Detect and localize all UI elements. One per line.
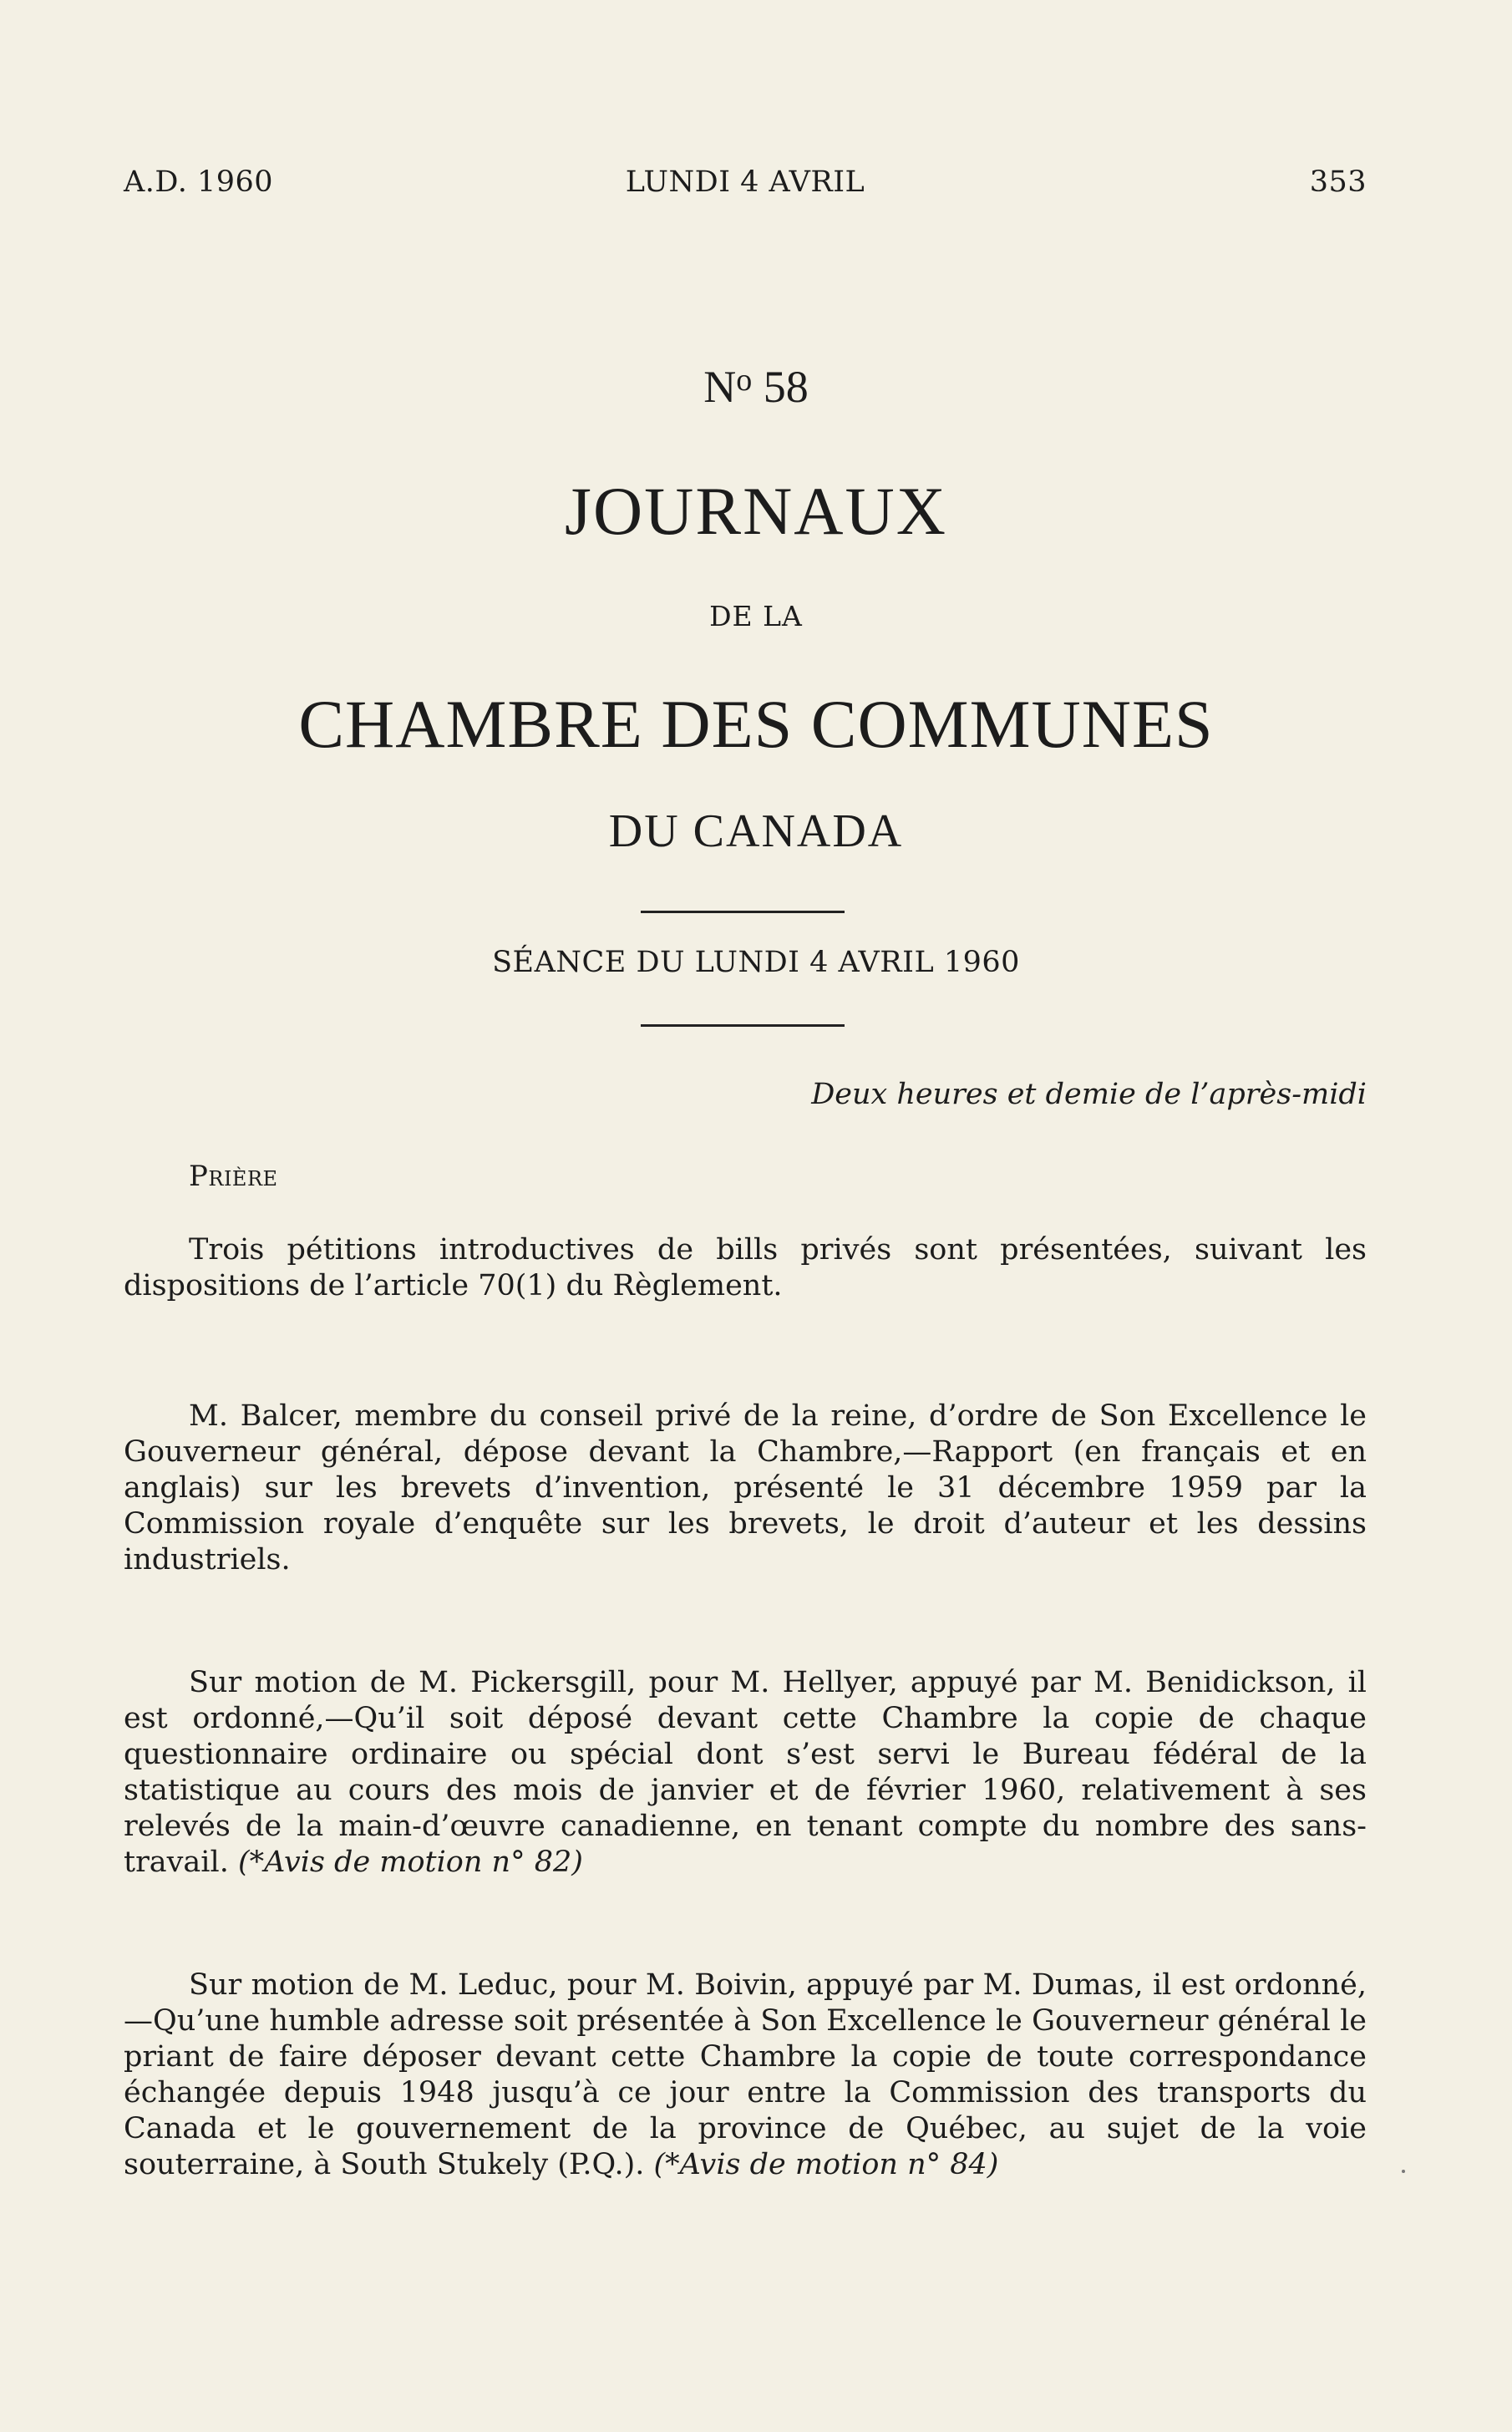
running-head-date: LUNDI 4 AVRIL <box>625 165 865 199</box>
running-head <box>124 165 1367 207</box>
page-number: 353 <box>1309 165 1367 199</box>
country-name: DU CANADA <box>608 805 904 857</box>
sitting-time: Deux heures et demie de l’après-midi <box>811 1078 1367 1111</box>
motion-note: (*Avis de motion n° 84) <box>653 2148 999 2181</box>
chamber-name: CHAMBRE DES COMMUNES <box>298 686 1214 762</box>
issue-number-prefix: N <box>703 362 737 412</box>
issue-number-sup: o <box>736 363 753 398</box>
divider-top <box>641 911 845 913</box>
motion-note: (*Avis de motion n° 82) <box>237 1846 583 1879</box>
sitting-date: SÉANCE DU LUNDI 4 AVRIL 1960 <box>492 946 1020 979</box>
paragraph-motion-82 <box>124 1665 1367 1881</box>
section-heading: Prière <box>189 1160 278 1193</box>
paragraph-text: Sur motion de M. Pickersgill, pour M. Hellyer, appuyé par M. Benidickson, il est ordonné,—Qu’il soit déposé devant cette Chambre la copie de chaque questionnaire ordinaire ou spécial dont s’est servi le Bureau fédéral de la statistique au cours des mois de janvier et de février 1960, relativement à ses relevés de la main-d’œuvre canadienne, en tenant compte du nombre des sans-travail. <box>124 1666 1367 1879</box>
divider-bottom <box>641 1024 845 1027</box>
paper-speck <box>1402 2170 1405 2173</box>
issue-number <box>0 361 1512 413</box>
title-connector: DE LA <box>709 600 803 632</box>
paragraph-motion-84 <box>124 1967 1367 2183</box>
paragraph-report <box>124 1399 1367 1578</box>
running-head-year: A.D. 1960 <box>124 165 274 199</box>
paragraph-text: M. Balcer, membre du conseil privé de la reine, d’ordre de Son Excellence le Gouverneur général, dépose devant la Chambre,—Rapport (en français et en anglais) sur les brevets d’invention, présenté le 31 décembre 1959 par la Commission royale d’enquête sur les brevets, le droit d’auteur et les dessins industriels. <box>124 1399 1367 1576</box>
paragraph-text: Trois pétitions introductives de bills privés sont présentées, suivant les dispositions de l’article 70(1) du Règlement. <box>124 1233 1367 1302</box>
paragraph-petitions <box>124 1232 1367 1304</box>
paragraph-text: Sur motion de M. Leduc, pour M. Boivin, appuyé par M. Dumas, il est ordonné,—Qu’une humble adresse soit présentée à Son Excellence le Gouverneur général le priant de faire déposer devant cette Chambre la copie de toute correspondance échangée depuis 1948 jusqu’à ce jour entre la Commission des transports du Canada et le gouvernement de la province de Québec, au sujet de la voie souterraine, à South Stukely (P.Q.). <box>124 1968 1367 2181</box>
page-title: JOURNAUX <box>565 473 947 549</box>
issue-number-value: 58 <box>752 362 809 412</box>
